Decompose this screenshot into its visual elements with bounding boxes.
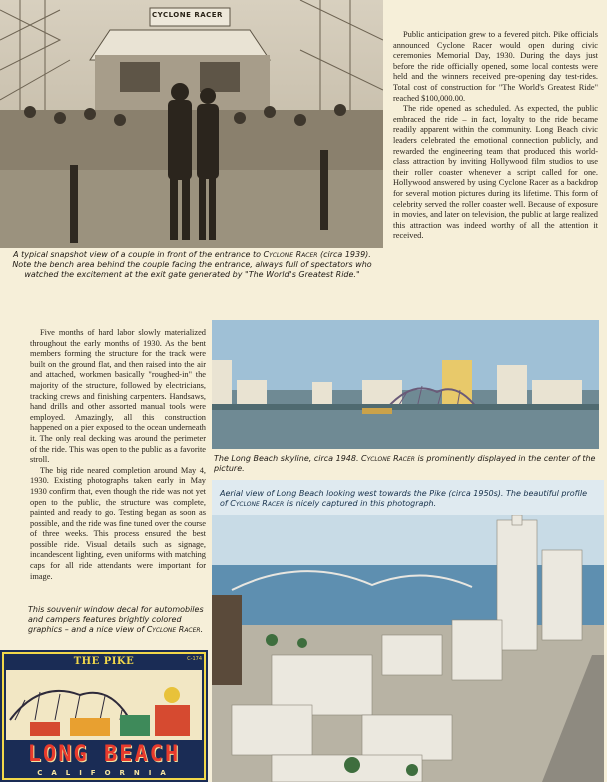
long-beach-skyline-photo [212,320,599,449]
aerial-drawing [212,515,604,782]
decal-number: C-174 [187,656,202,662]
cyclone-racer-entrance-photo [0,0,383,248]
paragraph: The ride opened as scheduled. As expected, the public embraced the ride – in fact, loyalty to the ride became readily apparent within the community. Long Beach civic leaders celebrated the emotional connection publicly, and rewarded the engineering team that produced this world-class attraction by inviting Hollywood film studios to use their roller coaster whenever a script called for one. Hollywood answered by using Cyclone Racer as a backdrop for several motion pictures during its lifetime. This form of celebrity served the roller coaster well. Because of exposure in movies, and later on television, the public at large realized this attraction was indeed worthy of all the attention it received. [393,104,598,241]
left-column-text [30,328,206,582]
aerial-caption: Aerial view of Long Beach looking west towards the Pike (circa 1950s). The beautiful profile of Cyclone Racer is nicely captured in this photograph. [220,489,587,508]
paragraph: The big ride neared completion around May 4, 1930. Existing photographs taken early in May 1930 confirm that, even though the ride was not yet open to the public, the structure was complete, painted and ready to go. Testing began as soon as possible, and the ride was fine tuned over the course of three weeks. This process ensured the best possible ride. Visual details such as signage, incandescent lighting, even uniforms with matching caps for all ride attendants were important for image. [30,465,206,581]
aerial-long-beach-photo [212,515,604,782]
decal-city: LONG BEACH [27,742,181,767]
cyclone-racer-sign: CYCLONE RACER [152,11,223,19]
paragraph: Public anticipation grew to a fevered pitch. Pike officials announced Cyclone Racer would open during civic ceremonies Memorial Day, 1930. During the days just before the ride officially opened, some local contests were held and the winners received pre-opening day test-rides. Total cost of construction for "The World's Greatest Ride" reached $100,000.00. [393,30,598,103]
decal-caption: This souvenir window decal for automobiles and campers features brightly colored graphics – and a nice view of Cyclone Racer. [28,605,204,634]
decal-title: THE PIKE [73,656,135,667]
pike-souvenir-decal [0,650,208,782]
entrance-photo-caption: A typical snapshot view of a couple in front of the entrance to Cyclone Racer (circa 1939). Note the bench area behind the couple facing the entrance, always full of spectators who watched the excitement at the exit gate generated by "The World's Greatest Ride." [12,250,372,279]
right-column-text [393,30,598,242]
skyline-caption: The Long Beach skyline, circa 1948. Cyclone Racer is prominently displayed in the center of the picture. [214,454,596,473]
skyline-drawing [212,320,599,449]
decal-state: CALIFORNIA [37,769,175,777]
entrance-photo-drawing [0,0,383,248]
paragraph: Five months of hard labor slowly materialized throughout the early months of 1930. As the bent members forming the structure for the track were built on the ground flat, and then raised into the air and attached, workmen basically "roughed-in" the majority of the structure, followed by electricians, tracking crews and finishing carpenters. Handsaws, hand drills and other assorted manual tools were employed. Amazingly, all this construction happened on a pier exposed to the ocean underneath it. The only real decking was around the perimeter of the ride. This was open to the public as a favorite stroll. [30,328,206,465]
